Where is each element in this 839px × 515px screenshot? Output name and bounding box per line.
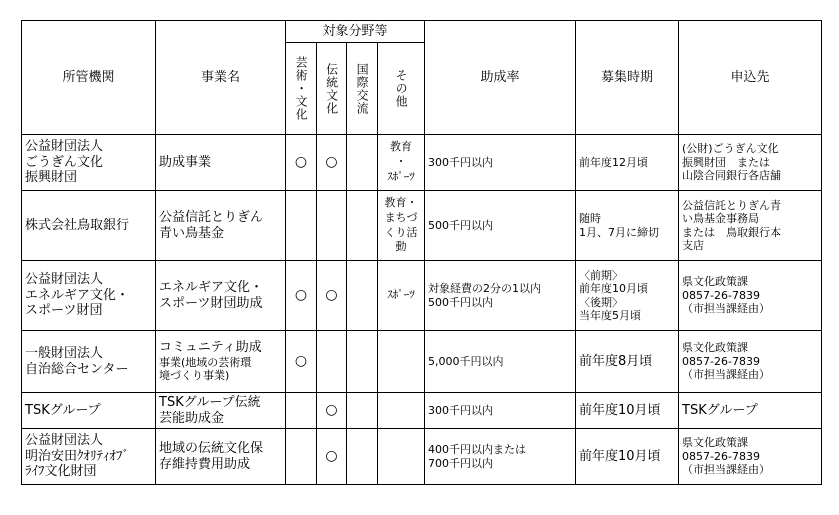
intl-mark [347,191,378,261]
project-cell: TSKグループ伝統 芸能助成金 [156,393,286,429]
tradition-mark [317,331,347,393]
other-cell: 教育・ まちづ くり活 動 [378,191,425,261]
apply-cell: 県文化政策課 0857-26-7839 （市担当課経由） [679,331,822,393]
header-field-other: その他 [378,43,425,135]
header-org: 所管機関 [22,21,156,135]
period-cell: 前年度10月頃 [576,429,679,485]
header-field-tradition: 伝統文化 [317,43,347,135]
apply-cell: 県文化政策課 0857-26-7839 （市担当課経由） [679,261,822,331]
period-cell: 〈前期〉 前年度10月頃 〈後期〉 当年度5月頃 [576,261,679,331]
header-field-intl: 国際交流 [347,43,378,135]
project-cell: 地域の伝統文化保 存維持費用助成 [156,429,286,485]
project-cell: コミュニティ助成 事業(地域の芸術環 境づくり事業) [156,331,286,393]
arts-mark: ○ [286,331,317,393]
tradition-mark: ○ [317,429,347,485]
header-fields-group: 対象分野等 [286,21,425,43]
org-cell: 株式会社鳥取銀行 [22,191,156,261]
arts-mark [286,191,317,261]
table-row [22,135,822,191]
project-cell: 助成事業 [156,135,286,191]
tradition-mark: ○ [317,261,347,331]
period-cell: 前年度12月頃 [576,135,679,191]
org-cell: 一般財団法人 自治総合センター [22,331,156,393]
apply-cell: 公益信託とりぎん青 い鳥基金事務局 または 鳥取銀行本 支店 [679,191,822,261]
other-cell: ｽﾎﾟｰﾂ [378,261,425,331]
table-row [22,429,822,485]
other-cell: 教育 ・ ｽﾎﾟｰﾂ [378,135,425,191]
tradition-mark [317,191,347,261]
rate-cell: 300千円以内 [425,135,576,191]
rate-cell: 5,000千円以内 [425,331,576,393]
arts-mark [286,429,317,485]
tradition-mark: ○ [317,393,347,429]
table-row [22,393,822,429]
other-cell [378,331,425,393]
header-period: 募集時期 [576,21,679,135]
org-cell: 公益財団法人 エネルギア文化・ スポーツ財団 [22,261,156,331]
apply-cell: (公財)ごうぎん文化 振興財団 または 山陰合同銀行各店舗 [679,135,822,191]
intl-mark [347,331,378,393]
intl-mark [347,429,378,485]
project-cell: エネルギア文化・ スポーツ財団助成 [156,261,286,331]
rate-cell: 500千円以内 [425,191,576,261]
table-row [22,191,822,261]
arts-mark [286,393,317,429]
tradition-mark: ○ [317,135,347,191]
org-cell: TSKグループ [22,393,156,429]
project-cell: 公益信託とりぎん 青い鳥基金 [156,191,286,261]
org-cell: 公益財団法人 明治安田ｸｵﾘﾃｨｵﾌﾞ ﾗｲﾌ文化財団 [22,429,156,485]
rate-cell: 300千円以内 [425,393,576,429]
grant-table [21,20,822,485]
org-cell: 公益財団法人 ごうぎん文化 振興財団 [22,135,156,191]
other-cell [378,429,425,485]
arts-mark: ○ [286,135,317,191]
intl-mark [347,135,378,191]
apply-cell: 県文化政策課 0857-26-7839 （市担当課経由） [679,429,822,485]
arts-mark: ○ [286,261,317,331]
other-cell [378,393,425,429]
period-cell: 随時 1月、7月に締切 [576,191,679,261]
header-field-arts: 芸術・文化 [286,43,317,135]
table-row [22,331,822,393]
header-apply: 申込先 [679,21,822,135]
intl-mark [347,393,378,429]
header-rate: 助成率 [425,21,576,135]
header-project: 事業名 [156,21,286,135]
table-row [22,261,822,331]
apply-cell: TSKグループ [679,393,822,429]
rate-cell: 400千円以内または 700千円以内 [425,429,576,485]
rate-cell: 対象経費の2分の1以内 500千円以内 [425,261,576,331]
intl-mark [347,261,378,331]
period-cell: 前年度10月頃 [576,393,679,429]
period-cell: 前年度8月頃 [576,331,679,393]
